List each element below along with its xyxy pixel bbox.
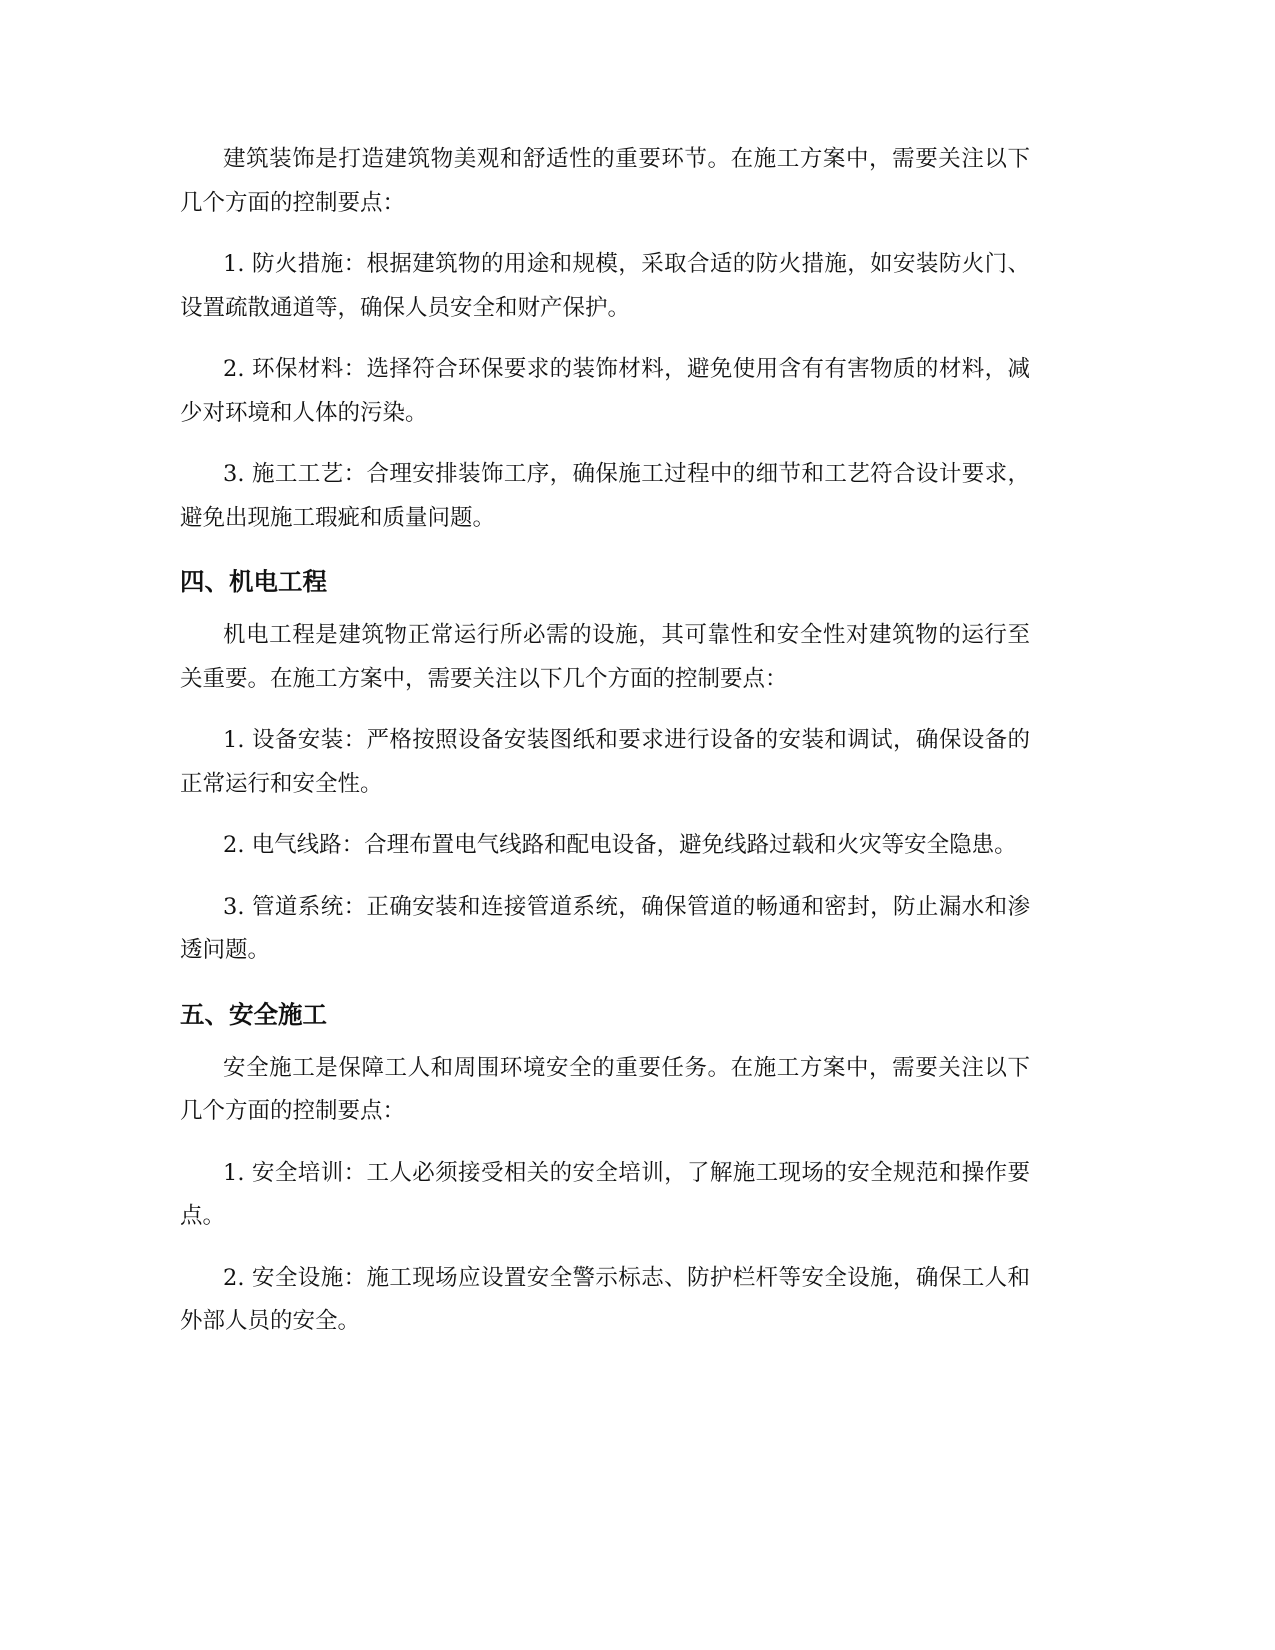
decoration-item-eco: 2. 环保材料：选择符合环保要求的装饰材料，避免使用含有有害物质的材料，减少对环境和人体的污染。 [180,356,1030,426]
section-heading-safety: 五、安全施工 [180,999,327,1029]
safety-item-facilities: 2. 安全设施：施工现场应设置安全警示标志、防护栏杆等安全设施，确保工人和外部人员的安全。 [180,1264,1030,1334]
mep-item-pipes: 3. 管道系统：正确安装和连接管道系统，确保管道的畅通和密封，防止漏水和渗透问题。 [180,893,1030,963]
mep-item-wiring: 2. 电气线路：合理布置电气线路和配电设备，避免线路过载和火灾等安全隐患。 [223,832,1017,858]
document-page [180,138,1030,1344]
decoration-intro: 建筑装饰是打造建筑物美观和舒适性的重要环节。在施工方案中，需要关注以下几个方面的控制要点： [180,146,1030,216]
decoration-item-fire: 1. 防火措施：根据建筑物的用途和规模，采取合适的防火措施，如安装防火门、设置疏散通道等，确保人员安全和财产保护。 [180,251,1030,321]
mep-item-equipment: 1. 设备安装：严格按照设备安装图纸和要求进行设备的安装和调试，确保设备的正常运行和安全性。 [180,727,1030,797]
section-heading-mep: 四、机电工程 [180,567,327,596]
safety-item-training: 1. 安全培训：工人必须接受相关的安全培训，了解施工现场的安全规范和操作要点。 [180,1159,1030,1229]
decoration-item-craft: 3. 施工工艺：合理安排装饰工序，确保施工过程中的细节和工艺符合设计要求，避免出现施工瑕疵和质量问题。 [180,461,1030,531]
mep-intro: 机电工程是建筑物正常运行所必需的设施，其可靠性和安全性对建筑物的运行至关重要。在施工方案中，需要关注以下几个方面的控制要点： [180,622,1030,692]
safety-intro: 安全施工是保障工人和周围环境安全的重要任务。在施工方案中，需要关注以下几个方面的控制要点： [180,1054,1030,1124]
